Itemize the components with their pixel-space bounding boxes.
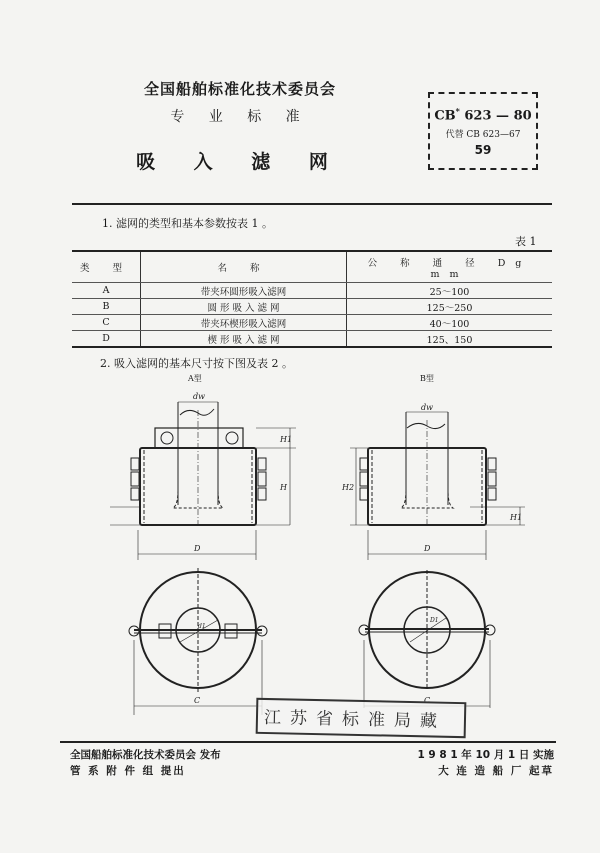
header-type: 类 型	[72, 251, 141, 283]
drafter: 大 连 造 船 厂 起草	[438, 765, 554, 777]
cell-name: 带夹环楔形吸入滤网	[141, 315, 347, 331]
organization-name: 全国船舶标准化技术委员会	[143, 80, 336, 98]
dim-h1-a: H1	[280, 435, 293, 444]
replaces-note: 代替 CB 623—67	[445, 130, 521, 141]
dim-dw-a: dw	[193, 392, 205, 401]
proposer: 管 系 附 件 组 提出	[70, 765, 186, 777]
cell-type: C	[72, 315, 141, 331]
figure-a-label: A型	[188, 374, 202, 383]
header-name: 名 称	[141, 251, 347, 283]
section-2-text: 2. 吸入滤网的基本尺寸按下图及表 2 。	[100, 357, 293, 370]
cell-dn: 25～100	[347, 283, 553, 299]
dim-d-a: D	[194, 544, 201, 553]
cell-name: 带夹环圆形吸入滤网	[141, 283, 347, 299]
standard-type: 专 业 标 准	[170, 109, 310, 125]
cell-name: 楔 形 吸 入 滤 网	[141, 331, 347, 348]
cell-dn: 125～250	[347, 299, 553, 315]
cell-type: B	[72, 299, 141, 315]
dim-dw-b: dw	[421, 403, 433, 412]
document-title: 吸 入 滤 网	[136, 151, 344, 173]
dim-d1-a: d1	[198, 623, 206, 630]
cell-dn: 40～100	[347, 315, 553, 331]
cell-type: A	[72, 283, 141, 299]
effective-date: 1 9 8 1 年 10 月 1 日 实施	[417, 749, 554, 761]
library-stamp: 江苏省标准局藏	[256, 698, 467, 738]
header-nominal-diameter: 公 称 通 径 Dg mm	[347, 251, 553, 283]
dim-d1-b: D1	[430, 617, 439, 624]
table-1-caption: 表 1	[515, 235, 537, 248]
publisher: 全国船舶标准化技术委员会 发布	[70, 749, 221, 761]
standard-code: CB* 623 — 80	[434, 106, 532, 124]
dim-h2-b: H2	[342, 483, 355, 492]
cell-type: D	[72, 331, 141, 348]
dim-h1-b: H1	[510, 513, 523, 522]
dim-c-a: C	[194, 696, 201, 705]
dim-d-b: D	[424, 544, 431, 553]
page-number: 59	[474, 143, 492, 158]
figure-b-label: B型	[420, 374, 434, 383]
cell-name: 圆 形 吸 入 滤 网	[141, 299, 347, 315]
footer-divider	[60, 741, 556, 743]
dim-h-a: H	[280, 483, 287, 492]
section-1-text: 1. 滤网的类型和基本参数按表 1 。	[102, 217, 273, 230]
cell-dn: 125、150	[347, 331, 553, 348]
